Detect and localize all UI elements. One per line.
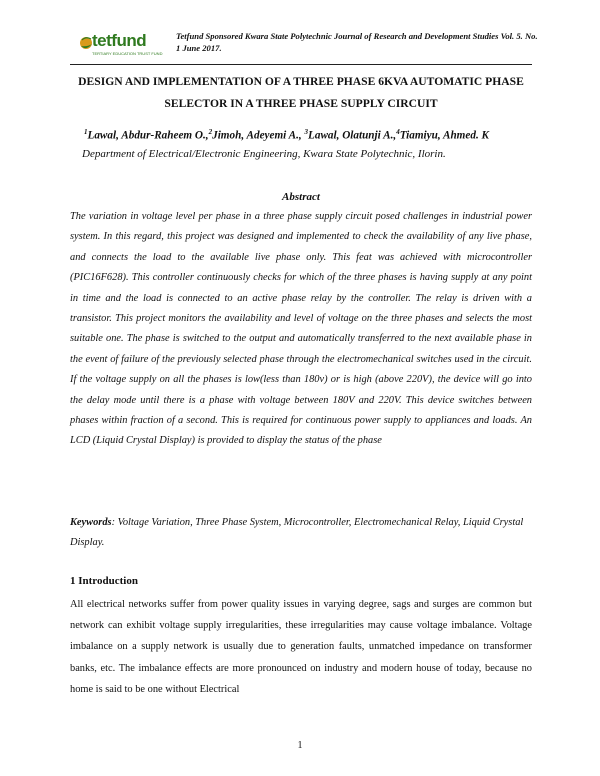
affiliation: Department of Electrical/Electronic Engineering, Kwara State Polytechnic, Ilorin. [82,148,446,160]
introduction-body: All electrical networks suffer from power quality issues in varying degree, sags and surges are common but network can exhibit voltage supply irregularities, these irregularities may cause voltage imbalance. Voltage imbalance on a supply network is usually due to generation faults, unmatched impedance on transformer banks, etc. The imbalance effects are more pronounced on industry and modern house of today, because no home is said to be one without Electrical [70,599,532,695]
author-3-sup: 3 [304,128,309,136]
author-3-name: Lawal, Olatunji A., [308,129,397,142]
abstract-body: The variation in voltage level per phase in a three phase supply circuit posed challenges in industrial power system. In this regard, this project was designed and implemented to check the availability of any live phase, and connects the load to the available live phase only. This feat was achieved with microcontroller (PIC16F628). This controller continuously checks for which of the three phases is having supply at any point in time and the load is connected to an active phase relay by the controller. The relay is driven with a transistor. This project monitors the availability and level of voltage on the three phases and selects the most suitable one. The phase is switched to the output and automatically transferred to the next available phase in the event of failure of the previously selected phase through the electromechanical switches used in the circuit. If the voltage supply on all the phases is low(less than 180v) or is high (above 220V), the device will go into the delay mode until there is a phase with voltage between 180V and 220V. This device switches between phases within fraction of a second. This is required for continuous power supply to appliances and loads. An LCD (Liquid Crystal Display) is provided to display the status of the phase [70,211,532,447]
author-4-sup: 4 [396,128,400,136]
keywords-text: : Voltage Variation, Three Phase System, Microcontroller, Electromechanical Relay, Liquid Crystal Display. [70,517,524,549]
author-1-sup: 1 [84,128,88,136]
author-1-name: Lawal, Abdur-Raheem O., [87,129,209,142]
page-header [78,30,538,64]
logo-wordmark: tetfund [92,31,147,50]
author-2-sup: 2 [208,128,213,136]
paper-title: DESIGN AND IMPLEMENTATION OF A THREE PHASE 6KVA AUTOMATIC PHASE SELECTOR IN A THREE PHASE SUPPLY CIRCUIT [78,75,524,110]
author-list [70,128,532,142]
author-4-name: Tiamiyu, Ahmed. K [399,129,490,142]
keywords-label: Keywords [70,517,112,528]
header-divider [70,64,532,65]
introduction-heading: 1 Introduction [70,575,138,587]
tetfund-logo [78,30,163,62]
page-number: 1 [297,740,303,751]
journal-citation: Tetfund Sponsored Kwara State Polytechnic Journal of Research and Development Studies Vol. 5. No. 1 June 2017. [176,31,538,53]
keywords [70,513,532,554]
logo-subtext: TERTIARY EDUCATION TRUST FUND [92,51,163,56]
abstract-heading: Abstract [282,191,320,203]
author-2-name: Jimoh, Adeyemi A., [212,129,305,142]
